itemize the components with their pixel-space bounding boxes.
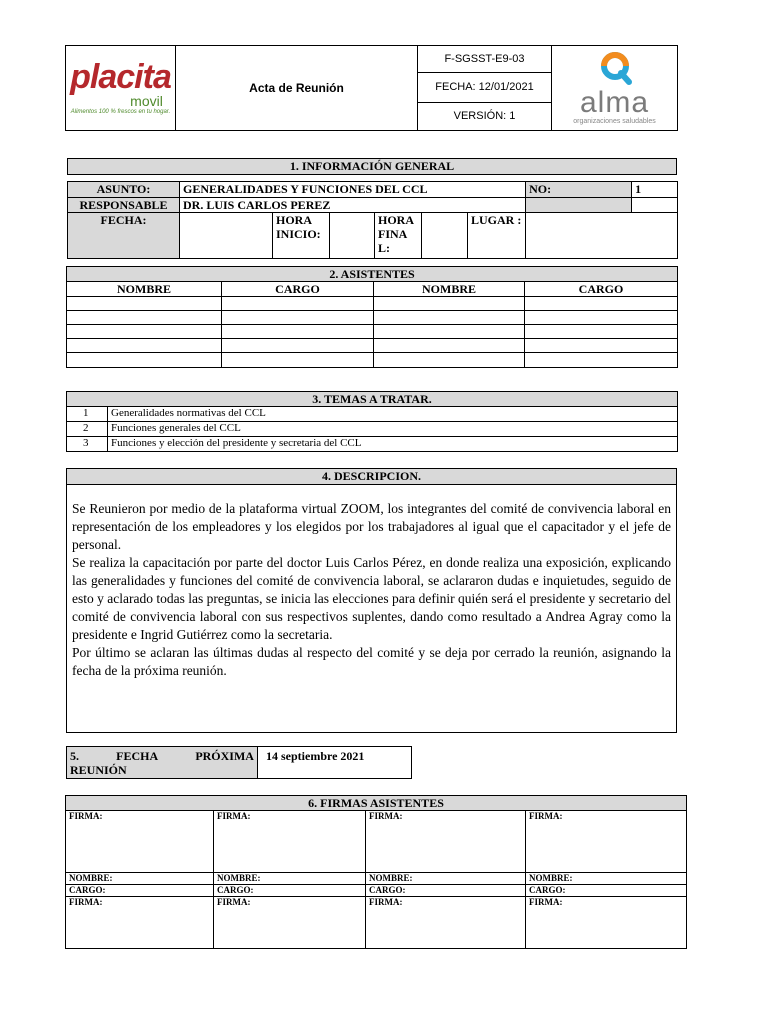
logo-movil-word: movil	[130, 93, 163, 109]
logo-placita-word: placita	[70, 58, 171, 96]
firma-label: FIRMA:	[526, 897, 687, 949]
fecha-value	[180, 213, 273, 259]
col-cargo-2: CARGO	[525, 282, 678, 297]
table-row	[67, 297, 678, 311]
table-row	[67, 325, 678, 339]
nombre-label: NOMBRE:	[366, 873, 526, 885]
table-row	[67, 353, 678, 368]
firma-label: FIRMA:	[66, 897, 214, 949]
document-code: F-SGSST-E9-03	[418, 46, 552, 73]
col-nombre-1: NOMBRE	[67, 282, 222, 297]
firma-label: FIRMA:	[366, 811, 526, 873]
tema-number: 1	[67, 407, 108, 422]
logo-alma-tagline: organizaciones saludables	[573, 117, 656, 125]
responsable-value: DR. LUIS CARLOS PEREZ	[180, 198, 526, 213]
tema-number: 2	[67, 422, 108, 437]
firma-label: FIRMA:	[214, 897, 366, 949]
nombre-label: NOMBRE:	[66, 873, 214, 885]
list-item	[67, 422, 678, 437]
section-descripcion-title: 4. DESCRIPCION.	[66, 468, 677, 485]
fecha-label: FECHA:	[68, 213, 180, 259]
firma-label: FIRMA:	[214, 811, 366, 873]
hora-inicio-value	[330, 213, 375, 259]
descripcion-paragraph: Se realiza la capacitación por parte del doctor Luis Carlos Pérez, en donde realiza una exposición, explicando las generalidades y funciones del comité de convivencia laboral, se aclararon dudas e inquietudes, seguido de esto y aclarado todas las preguntas, se inicia las elecciones para definir quién será el presidente y secretario del comité de convivencia laboral con sus respectivos suplentes, dando como resultado a Andrea Agray como la presidente e Ingrid Gutiérrez como la secretaria.	[72, 555, 671, 642]
nombre-label: NOMBRE:	[526, 873, 687, 885]
section-asistentes-title: 2. ASISTENTES	[67, 267, 678, 282]
no-value: 1	[632, 182, 678, 198]
document-header	[65, 45, 678, 131]
responsable-spacer	[526, 198, 632, 213]
alma-q-icon	[595, 51, 635, 85]
nombre-label: NOMBRE:	[214, 873, 366, 885]
placita-movil-logo	[66, 46, 176, 131]
proxima-reunion-table	[66, 746, 412, 779]
firma-label: FIRMA:	[66, 811, 214, 873]
asunto-value: GENERALIDADES Y FUNCIONES DEL CCL	[180, 182, 526, 198]
descripcion-body	[66, 484, 677, 733]
tema-number: 3	[67, 437, 108, 452]
lugar-label: LUGAR :	[468, 213, 526, 259]
logo-alma-word: alma	[579, 85, 650, 119]
cargo-label: CARGO:	[66, 885, 214, 897]
list-item	[67, 407, 678, 422]
hora-final-value	[422, 213, 468, 259]
section-temas-title: 3. TEMAS A TRATAR.	[67, 392, 678, 407]
hora-inicio-label: HORA INICIO:	[273, 213, 330, 259]
responsable-label: RESPONSABLE	[68, 198, 180, 213]
table-row	[67, 339, 678, 353]
tema-text: Funciones y elección del presidente y secretaria del CCL	[108, 437, 678, 452]
tema-text: Generalidades normativas del CCL	[108, 407, 678, 422]
asunto-label: ASUNTO:	[68, 182, 180, 198]
col-nombre-2: NOMBRE	[374, 282, 525, 297]
descripcion-paragraph: Por último se aclaran las últimas dudas al respecto del comité y se deja por cerrado la reunión, asignando la fecha de la próxima reunión.	[72, 645, 671, 678]
proxima-reunion-value: 14 septiembre 2021	[258, 747, 412, 779]
list-item	[67, 437, 678, 452]
document-date: FECHA: 12/01/2021	[418, 73, 552, 102]
info-table	[67, 181, 678, 259]
lugar-value	[526, 213, 678, 259]
col-cargo-1: CARGO	[222, 282, 374, 297]
temas-table	[66, 391, 678, 452]
asistentes-table	[66, 266, 678, 368]
tema-text: Funciones generales del CCL	[108, 422, 678, 437]
document-title: Acta de Reunión	[176, 46, 418, 131]
alma-logo	[552, 46, 678, 131]
firmas-table	[65, 795, 687, 949]
cargo-label: CARGO:	[526, 885, 687, 897]
no-label: NO:	[526, 182, 632, 198]
document-version: VERSIÓN: 1	[418, 102, 552, 130]
cargo-label: CARGO:	[214, 885, 366, 897]
responsable-empty	[632, 198, 678, 213]
section-info-title: 1. INFORMACIÓN GENERAL	[67, 158, 677, 175]
firma-label: FIRMA:	[366, 897, 526, 949]
descripcion-paragraph: Se Reunieron por medio de la plataforma virtual ZOOM, los integrantes del comité de convivencia laboral en representación de los empleadores y los elegidos por los trabajadores al igual que el capacitador y el jefe de personal.	[72, 501, 671, 552]
proxima-reunion-label: 5. FECHA PRÓXIMA REUNIÓN	[67, 747, 258, 779]
table-row	[67, 311, 678, 325]
section-firmas-title: 6. FIRMAS ASISTENTES	[66, 796, 687, 811]
firma-label: FIRMA:	[526, 811, 687, 873]
hora-final-label: HORA FINA L:	[375, 213, 422, 259]
cargo-label: CARGO:	[366, 885, 526, 897]
logo-tagline: Alimentos 100 % frescos en tu hogar.	[70, 109, 171, 115]
